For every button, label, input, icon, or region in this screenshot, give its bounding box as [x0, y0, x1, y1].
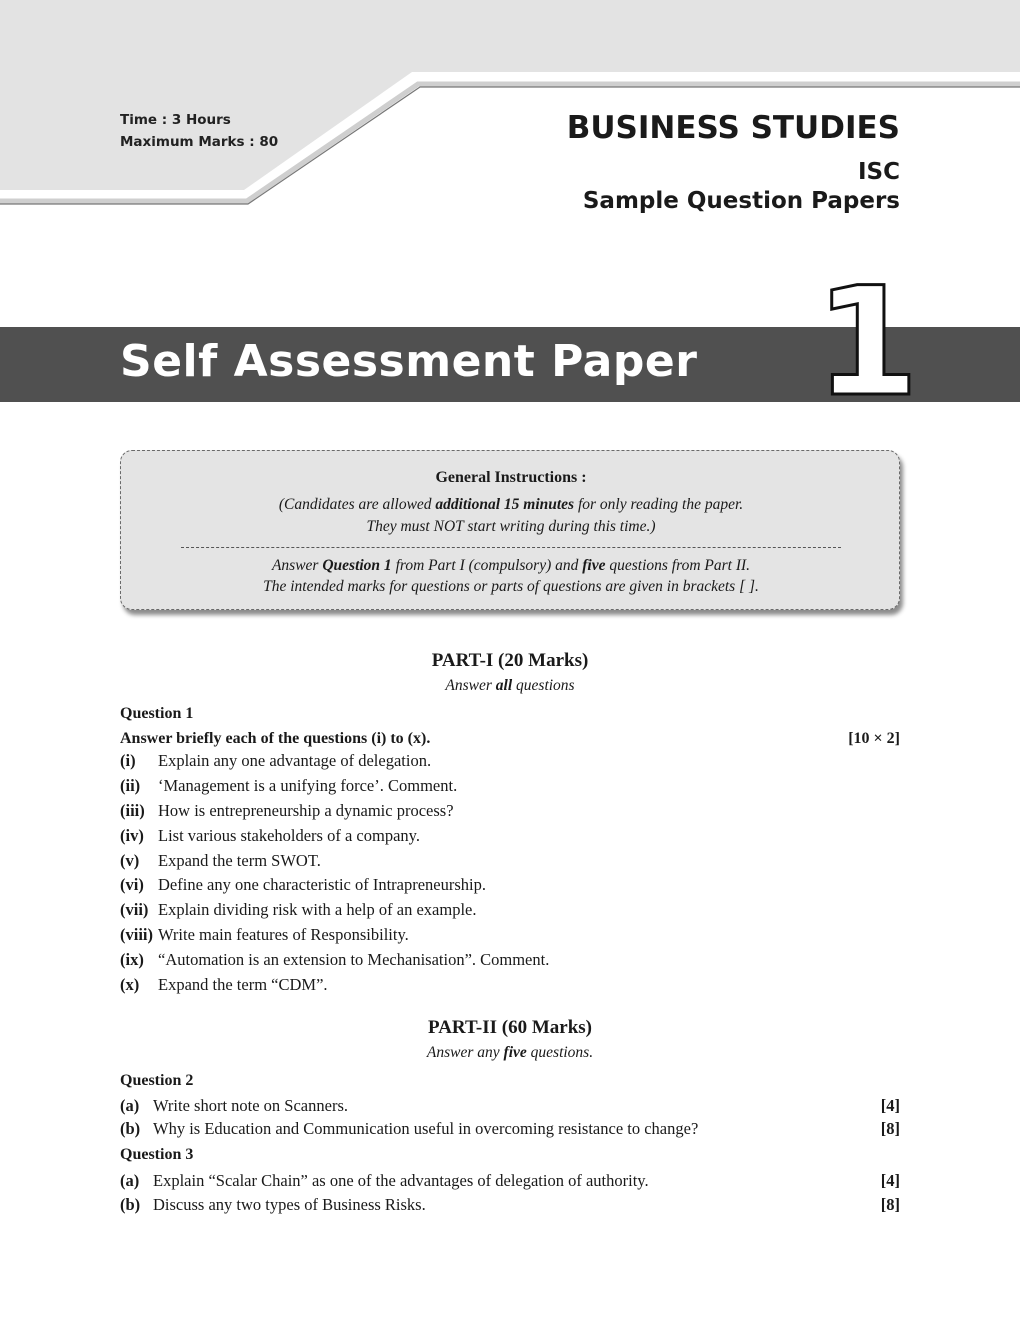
- series-title: Sample Question Papers: [582, 188, 900, 214]
- instructions-heading: General Instructions :: [435, 469, 587, 486]
- instructions-line-2: They must NOT start writing during this time.): [366, 518, 656, 535]
- maximum-marks: Maximum Marks : 80: [120, 134, 279, 150]
- general-instructions-box: [120, 450, 900, 610]
- exam-duration: Time : 3 Hours: [120, 112, 231, 128]
- paper-number: 1: [814, 256, 920, 430]
- question-2-label: Question 2: [120, 1072, 194, 1089]
- question-3-label: Question 3: [120, 1146, 194, 1163]
- subject-title: BUSINESS STUDIES: [566, 110, 900, 146]
- paper-number-graphic: [814, 256, 920, 430]
- part-2-instruction: Answer any five questions.: [426, 1044, 594, 1061]
- instructions-line-4: The intended marks for questions or parts of questions are given in brackets [ ].: [263, 578, 759, 595]
- board-name: ISC: [857, 159, 900, 185]
- instructions-divider: [181, 547, 841, 548]
- question-1-prompt-text: Answer briefly each of the questions (i) to (x).: [120, 730, 431, 747]
- question-1-marks: [10 × 2]: [848, 730, 900, 747]
- paper-title: Self Assessment Paper: [120, 336, 698, 387]
- part-2-title: PART-II (60 Marks): [428, 1017, 592, 1038]
- part-1-title: PART-I (20 Marks): [431, 650, 589, 671]
- question-1-label: Question 1: [120, 705, 194, 722]
- instructions-line-3: Answer Question 1 from Part I (compulsory) and five questions from Part II.: [271, 557, 751, 574]
- instructions-line-1: (Candidates are allowed additional 15 minutes for only reading the paper.: [278, 496, 744, 513]
- part-1-instruction: Answer all questions: [445, 677, 575, 694]
